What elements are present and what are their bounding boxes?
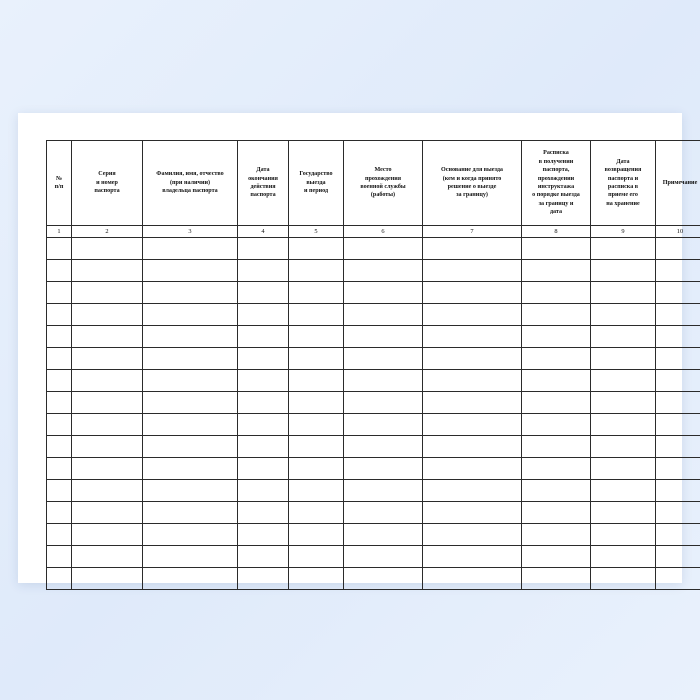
table-cell[interactable] bbox=[344, 282, 423, 304]
column-header-1-line-2: п/п bbox=[54, 184, 64, 190]
table-body bbox=[47, 238, 700, 590]
table-cell[interactable] bbox=[344, 458, 423, 480]
table-cell[interactable] bbox=[72, 260, 143, 282]
table-cell[interactable] bbox=[344, 502, 423, 524]
table-cell[interactable] bbox=[344, 414, 423, 436]
column-header-7-line-3: решение о выезде bbox=[447, 184, 497, 190]
table-cell[interactable] bbox=[238, 546, 289, 568]
table-cell[interactable] bbox=[344, 392, 423, 414]
table-cell[interactable] bbox=[344, 568, 423, 590]
table-cell[interactable] bbox=[591, 282, 656, 304]
table-cell[interactable] bbox=[143, 458, 238, 480]
column-number-9: 9 bbox=[591, 226, 656, 238]
table-cell[interactable] bbox=[72, 414, 143, 436]
table-cell[interactable] bbox=[289, 260, 344, 282]
column-number-2: 2 bbox=[72, 226, 143, 238]
table-cell[interactable] bbox=[591, 326, 656, 348]
table-row[interactable] bbox=[47, 524, 700, 546]
table-cell[interactable] bbox=[522, 392, 591, 414]
column-header-5-line-2: выезда bbox=[306, 179, 326, 186]
table-cell[interactable] bbox=[591, 524, 656, 546]
table-cell[interactable] bbox=[238, 238, 289, 260]
table-cell[interactable] bbox=[344, 480, 423, 502]
table-cell[interactable] bbox=[591, 392, 656, 414]
table-cell[interactable] bbox=[289, 392, 344, 414]
column-header-9-line-4: расписка в bbox=[607, 184, 639, 190]
table-cell[interactable] bbox=[591, 568, 656, 590]
table-cell[interactable] bbox=[522, 260, 591, 282]
table-cell[interactable] bbox=[289, 502, 344, 524]
column-header-8-line-2: в получении bbox=[538, 158, 574, 165]
table-cell[interactable] bbox=[47, 458, 72, 480]
table-cell[interactable] bbox=[344, 238, 423, 260]
table-cell[interactable] bbox=[591, 260, 656, 282]
table-row[interactable] bbox=[47, 348, 700, 370]
table-row[interactable] bbox=[47, 326, 700, 348]
table-cell[interactable] bbox=[522, 524, 591, 546]
column-header-9-line-2: возвращения bbox=[604, 167, 642, 174]
column-header-4-line-4: паспорта bbox=[250, 192, 276, 199]
table-cell[interactable] bbox=[143, 326, 238, 348]
column-number-5: 5 bbox=[289, 226, 344, 238]
table-cell[interactable] bbox=[423, 436, 522, 458]
column-header-6-line-4: (работы) bbox=[370, 192, 396, 199]
table-row[interactable] bbox=[47, 260, 700, 282]
passport-register-table bbox=[46, 140, 700, 590]
table-cell[interactable] bbox=[47, 370, 72, 392]
column-header-9-line-1: Дата bbox=[616, 158, 630, 165]
table-cell[interactable] bbox=[522, 502, 591, 524]
table-cell[interactable] bbox=[423, 238, 522, 260]
table-cell[interactable] bbox=[47, 436, 72, 458]
table-cell[interactable] bbox=[143, 414, 238, 436]
table-cell[interactable] bbox=[143, 282, 238, 304]
table-cell[interactable] bbox=[143, 524, 238, 546]
table-cell[interactable] bbox=[656, 238, 700, 260]
table-cell[interactable] bbox=[72, 568, 143, 590]
table-cell[interactable] bbox=[522, 326, 591, 348]
table-cell[interactable] bbox=[143, 502, 238, 524]
table-cell[interactable] bbox=[238, 392, 289, 414]
table-cell[interactable] bbox=[591, 458, 656, 480]
table-cell[interactable] bbox=[522, 304, 591, 326]
table-cell[interactable] bbox=[47, 326, 72, 348]
table-cell[interactable] bbox=[289, 370, 344, 392]
table-cell[interactable] bbox=[143, 392, 238, 414]
table-cell[interactable] bbox=[289, 348, 344, 370]
table-cell[interactable] bbox=[72, 546, 143, 568]
column-header-8-line-7: за границу и bbox=[538, 200, 574, 207]
table-cell[interactable] bbox=[591, 304, 656, 326]
table-cell[interactable] bbox=[591, 436, 656, 458]
column-header-7-line-2: (кем и когда принято bbox=[442, 175, 502, 182]
table-cell[interactable] bbox=[238, 436, 289, 458]
column-header-6 bbox=[344, 141, 423, 226]
table-cell[interactable] bbox=[423, 524, 522, 546]
table-cell[interactable] bbox=[423, 414, 522, 436]
column-header-5-line-3: и период bbox=[303, 188, 329, 195]
column-header-2-line-2: и номер bbox=[96, 179, 118, 186]
table-cell[interactable] bbox=[344, 524, 423, 546]
table-cell[interactable] bbox=[238, 502, 289, 524]
column-number-7: 7 bbox=[423, 226, 522, 238]
column-header-10-line-1: Примечание bbox=[662, 179, 698, 186]
table-cell[interactable] bbox=[656, 524, 700, 546]
table-cell[interactable] bbox=[289, 546, 344, 568]
column-number-10: 10 bbox=[656, 226, 700, 238]
table-cell[interactable] bbox=[289, 436, 344, 458]
table-cell[interactable] bbox=[656, 282, 700, 304]
table-cell[interactable] bbox=[72, 238, 143, 260]
table-cell[interactable] bbox=[72, 502, 143, 524]
table-row[interactable] bbox=[47, 546, 700, 568]
column-header-7 bbox=[423, 141, 522, 226]
table-cell[interactable] bbox=[423, 304, 522, 326]
table-cell[interactable] bbox=[423, 282, 522, 304]
column-header-8-line-5: инструктажа bbox=[537, 184, 575, 190]
table-cell[interactable] bbox=[423, 568, 522, 590]
table-row[interactable] bbox=[47, 414, 700, 436]
table-cell[interactable] bbox=[522, 546, 591, 568]
table-cell[interactable] bbox=[656, 568, 700, 590]
table-cell[interactable] bbox=[522, 458, 591, 480]
table-cell[interactable] bbox=[143, 568, 238, 590]
column-header-8-line-6: о порядке выезда bbox=[532, 192, 580, 199]
column-header-9-line-5: приеме его bbox=[608, 192, 638, 199]
table-cell[interactable] bbox=[289, 524, 344, 546]
table-cell[interactable] bbox=[47, 568, 72, 590]
table-cell[interactable] bbox=[344, 304, 423, 326]
column-header-3-line-1: Фамилия, имя, отчество bbox=[156, 171, 224, 178]
table-cell[interactable] bbox=[289, 282, 344, 304]
table-cell[interactable] bbox=[143, 260, 238, 282]
column-header-8-line-1: Расписка bbox=[543, 150, 569, 157]
table-cell[interactable] bbox=[522, 370, 591, 392]
table-cell[interactable] bbox=[591, 348, 656, 370]
table-cell[interactable] bbox=[591, 238, 656, 260]
table-cell[interactable] bbox=[423, 260, 522, 282]
column-header-9 bbox=[591, 141, 656, 226]
table-cell[interactable] bbox=[47, 414, 72, 436]
table-cell[interactable] bbox=[72, 282, 143, 304]
table-cell[interactable] bbox=[591, 502, 656, 524]
document-page bbox=[18, 113, 698, 583]
column-header-3 bbox=[143, 141, 238, 226]
table-cell[interactable] bbox=[591, 370, 656, 392]
table-cell[interactable] bbox=[238, 304, 289, 326]
table-cell[interactable] bbox=[289, 414, 344, 436]
table-cell[interactable] bbox=[656, 480, 700, 502]
table-cell[interactable] bbox=[72, 348, 143, 370]
table-cell[interactable] bbox=[656, 326, 700, 348]
table-cell[interactable] bbox=[238, 480, 289, 502]
column-header-9-line-6: на хранение bbox=[606, 200, 640, 207]
column-header-10 bbox=[656, 141, 700, 226]
table-cell[interactable] bbox=[656, 392, 700, 414]
table-cell[interactable] bbox=[289, 304, 344, 326]
column-header-1 bbox=[47, 141, 72, 226]
table-cell[interactable] bbox=[656, 370, 700, 392]
table-container bbox=[46, 140, 698, 590]
column-header-3-line-2: (при наличии) bbox=[170, 179, 210, 186]
table-cell[interactable] bbox=[656, 348, 700, 370]
column-header-6-line-2: прохождения bbox=[364, 175, 402, 182]
table-cell[interactable] bbox=[143, 304, 238, 326]
table-cell[interactable] bbox=[143, 238, 238, 260]
table-cell[interactable] bbox=[238, 326, 289, 348]
table-cell[interactable] bbox=[47, 282, 72, 304]
header-row bbox=[47, 141, 700, 226]
column-header-4-line-3: действия bbox=[250, 184, 276, 190]
table-cell[interactable] bbox=[238, 414, 289, 436]
table-cell[interactable] bbox=[72, 524, 143, 546]
table-cell[interactable] bbox=[47, 502, 72, 524]
table-cell[interactable] bbox=[423, 458, 522, 480]
table-cell[interactable] bbox=[143, 370, 238, 392]
table-cell[interactable] bbox=[423, 348, 522, 370]
column-header-1-line-1: № bbox=[55, 175, 63, 182]
table-cell[interactable] bbox=[72, 326, 143, 348]
table-cell[interactable] bbox=[591, 414, 656, 436]
table-cell[interactable] bbox=[238, 458, 289, 480]
column-header-8-line-4: прохождении bbox=[537, 175, 575, 182]
table-cell[interactable] bbox=[656, 436, 700, 458]
column-number-6: 6 bbox=[344, 226, 423, 238]
table-row[interactable] bbox=[47, 370, 700, 392]
table-cell[interactable] bbox=[238, 568, 289, 590]
table-cell[interactable] bbox=[522, 238, 591, 260]
column-header-5-line-1: Государство bbox=[299, 171, 333, 178]
table-row[interactable] bbox=[47, 238, 700, 260]
column-number-8: 8 bbox=[522, 226, 591, 238]
column-number-3: 3 bbox=[143, 226, 238, 238]
table-cell[interactable] bbox=[344, 370, 423, 392]
table-row[interactable] bbox=[47, 304, 700, 326]
table-row[interactable] bbox=[47, 458, 700, 480]
column-header-8 bbox=[522, 141, 591, 226]
table-cell[interactable] bbox=[72, 480, 143, 502]
table-cell[interactable] bbox=[423, 502, 522, 524]
table-cell[interactable] bbox=[522, 436, 591, 458]
table-cell[interactable] bbox=[47, 392, 72, 414]
table-cell[interactable] bbox=[344, 326, 423, 348]
table-cell[interactable] bbox=[47, 260, 72, 282]
table-cell[interactable] bbox=[289, 326, 344, 348]
column-header-7-line-1: Основание для выезда bbox=[441, 167, 503, 174]
column-number-row bbox=[47, 226, 700, 238]
table-cell[interactable] bbox=[591, 546, 656, 568]
table-cell[interactable] bbox=[72, 392, 143, 414]
table-cell[interactable] bbox=[238, 524, 289, 546]
table-cell[interactable] bbox=[656, 546, 700, 568]
table-cell[interactable] bbox=[656, 502, 700, 524]
table-cell[interactable] bbox=[72, 458, 143, 480]
table-row[interactable] bbox=[47, 392, 700, 414]
table-cell[interactable] bbox=[344, 260, 423, 282]
table-cell[interactable] bbox=[238, 370, 289, 392]
table-cell[interactable] bbox=[423, 546, 522, 568]
table-cell[interactable] bbox=[289, 568, 344, 590]
table-row[interactable] bbox=[47, 480, 700, 502]
table-cell[interactable] bbox=[143, 348, 238, 370]
table-cell[interactable] bbox=[143, 480, 238, 502]
column-header-2 bbox=[72, 141, 143, 226]
table-row[interactable] bbox=[47, 502, 700, 524]
column-header-7-line-4: за границу) bbox=[456, 192, 488, 199]
table-cell[interactable] bbox=[72, 436, 143, 458]
table-cell[interactable] bbox=[423, 480, 522, 502]
column-header-4 bbox=[238, 141, 289, 226]
table-cell[interactable] bbox=[289, 238, 344, 260]
table-cell[interactable] bbox=[344, 546, 423, 568]
table-cell[interactable] bbox=[47, 348, 72, 370]
column-header-8-line-3: паспорта, bbox=[542, 167, 570, 174]
table-cell[interactable] bbox=[143, 546, 238, 568]
table-cell[interactable] bbox=[289, 458, 344, 480]
table-cell[interactable] bbox=[591, 480, 656, 502]
table-cell[interactable] bbox=[522, 348, 591, 370]
table-cell[interactable] bbox=[238, 348, 289, 370]
column-number-4: 4 bbox=[238, 226, 289, 238]
column-header-3-line-3: владельца паспорта bbox=[162, 188, 218, 195]
column-header-8-line-8: дата bbox=[549, 209, 563, 216]
table-row[interactable] bbox=[47, 436, 700, 458]
table-cell[interactable] bbox=[656, 458, 700, 480]
table-cell[interactable] bbox=[238, 260, 289, 282]
column-header-2-line-1: Серия bbox=[98, 171, 116, 178]
table-cell[interactable] bbox=[522, 568, 591, 590]
table-cell[interactable] bbox=[522, 282, 591, 304]
column-number-1: 1 bbox=[47, 226, 72, 238]
table-row[interactable] bbox=[47, 568, 700, 590]
table-cell[interactable] bbox=[423, 392, 522, 414]
column-header-5 bbox=[289, 141, 344, 226]
column-header-4-line-2: окончания bbox=[248, 175, 278, 182]
table-cell[interactable] bbox=[289, 480, 344, 502]
table-cell[interactable] bbox=[72, 370, 143, 392]
table-row[interactable] bbox=[47, 282, 700, 304]
table-cell[interactable] bbox=[47, 546, 72, 568]
column-header-6-line-3: военной службы bbox=[360, 184, 406, 190]
column-header-6-line-1: Место bbox=[374, 167, 392, 174]
table-cell[interactable] bbox=[344, 348, 423, 370]
column-header-2-line-3: паспорта bbox=[94, 188, 120, 195]
table-cell[interactable] bbox=[47, 524, 72, 546]
table-cell[interactable] bbox=[47, 304, 72, 326]
table-cell[interactable] bbox=[47, 238, 72, 260]
table-cell[interactable] bbox=[522, 414, 591, 436]
table-cell[interactable] bbox=[656, 414, 700, 436]
table-cell[interactable] bbox=[522, 480, 591, 502]
table-cell[interactable] bbox=[72, 304, 143, 326]
table-cell[interactable] bbox=[423, 370, 522, 392]
table-cell[interactable] bbox=[47, 480, 72, 502]
table-cell[interactable] bbox=[344, 436, 423, 458]
table-cell[interactable] bbox=[656, 304, 700, 326]
table-cell[interactable] bbox=[656, 260, 700, 282]
table-cell[interactable] bbox=[143, 436, 238, 458]
column-header-9-line-3: паспорта и bbox=[607, 175, 639, 182]
table-cell[interactable] bbox=[423, 326, 522, 348]
column-header-4-line-1: Дата bbox=[256, 167, 270, 174]
table-cell[interactable] bbox=[238, 282, 289, 304]
table-header bbox=[47, 141, 700, 238]
